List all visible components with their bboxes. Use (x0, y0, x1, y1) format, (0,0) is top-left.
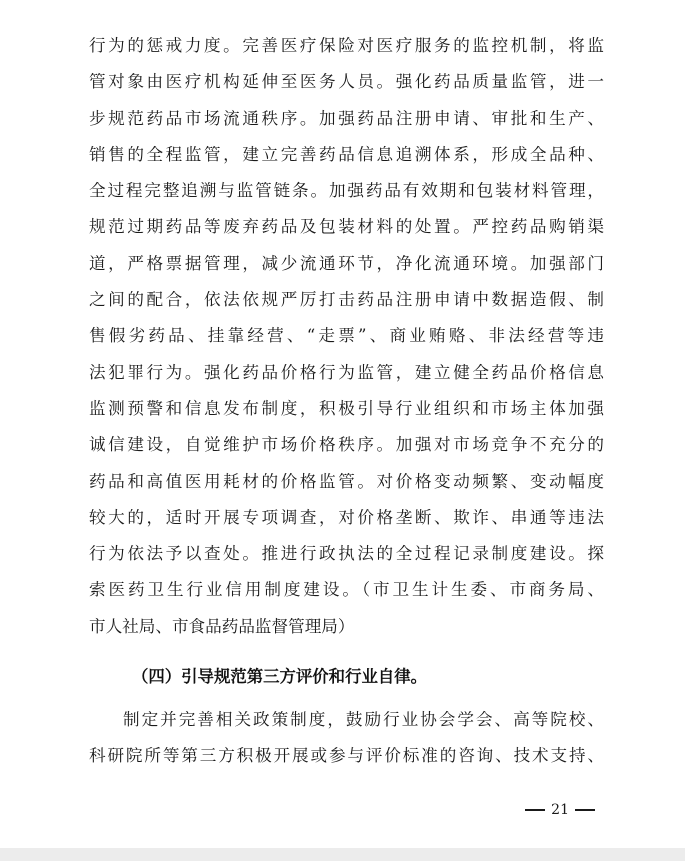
dash-left (525, 809, 545, 811)
text-line: 全过程完整追溯与监管链条。加强药品有效期和包装材料管理， (89, 181, 604, 201)
text-line: 监测预警和信息发布制度，积极引导行业组织和市场主体加强 (89, 398, 604, 418)
text-line: 科研院所等第三方积极开展或参与评价标准的咨询、技术支持、 (89, 746, 604, 766)
text-line: 制定并完善相关政策制度，鼓励行业协会学会、高等院校、 (123, 710, 604, 729)
text-line: 销售的全程监管，建立完善药品信息追溯体系，形成全品种、 (89, 144, 604, 164)
dash-right (575, 809, 595, 811)
text-line: 诚信建设，自觉维护市场价格秩序。加强对市场竞争不充分的 (89, 435, 604, 455)
text-line: 索医药卫生行业信用制度建设。（市卫生计生委、市商务局、 (89, 580, 604, 600)
text-line: 法犯罪行为。强化药品价格行为监管，建立健全药品价格信息 (89, 362, 604, 382)
text-line: 步规范药品市场流通秩序。加强药品注册申请、审批和生产、 (89, 108, 604, 128)
text-line: 售假劣药品、挂靠经营、“走票”、商业贿赂、非法经营等违 (89, 326, 604, 346)
text-line: 之间的配合，依法依规严厉打击药品注册申请中数据造假、制 (89, 290, 604, 310)
paragraph-2 (89, 702, 604, 775)
page-number-value: 21 (551, 802, 569, 818)
text-line: 规范过期药品等废弃药品及包装材料的处置。严控药品购销渠 (89, 217, 604, 237)
text-line: 管对象由医疗机构延伸至医务人员。强化药品质量监管，进一 (89, 72, 604, 92)
text-line: 较大的，适时开展专项调查，对价格垄断、欺诈、串通等违法 (89, 507, 604, 527)
text-line: 药品和高值医用耗材的价格监管。对价格变动频繁、变动幅度 (89, 471, 604, 491)
paragraph-1 (89, 28, 604, 645)
text-line: 市人社局、市食品药品监督管理局） (89, 616, 355, 636)
text-line: 行为依法予以查处。推进行政执法的全过程记录制度建设。探 (89, 544, 604, 564)
page-number (519, 798, 601, 822)
text-line: 行为的惩戒力度。完善医疗保险对医疗服务的监控机制，将监 (89, 36, 604, 55)
section-heading: （四）引导规范第三方评价和行业自律。 (132, 667, 428, 686)
text-line: 道，严格票据管理，减少流通环节，净化流通环境。加强部门 (89, 253, 604, 273)
